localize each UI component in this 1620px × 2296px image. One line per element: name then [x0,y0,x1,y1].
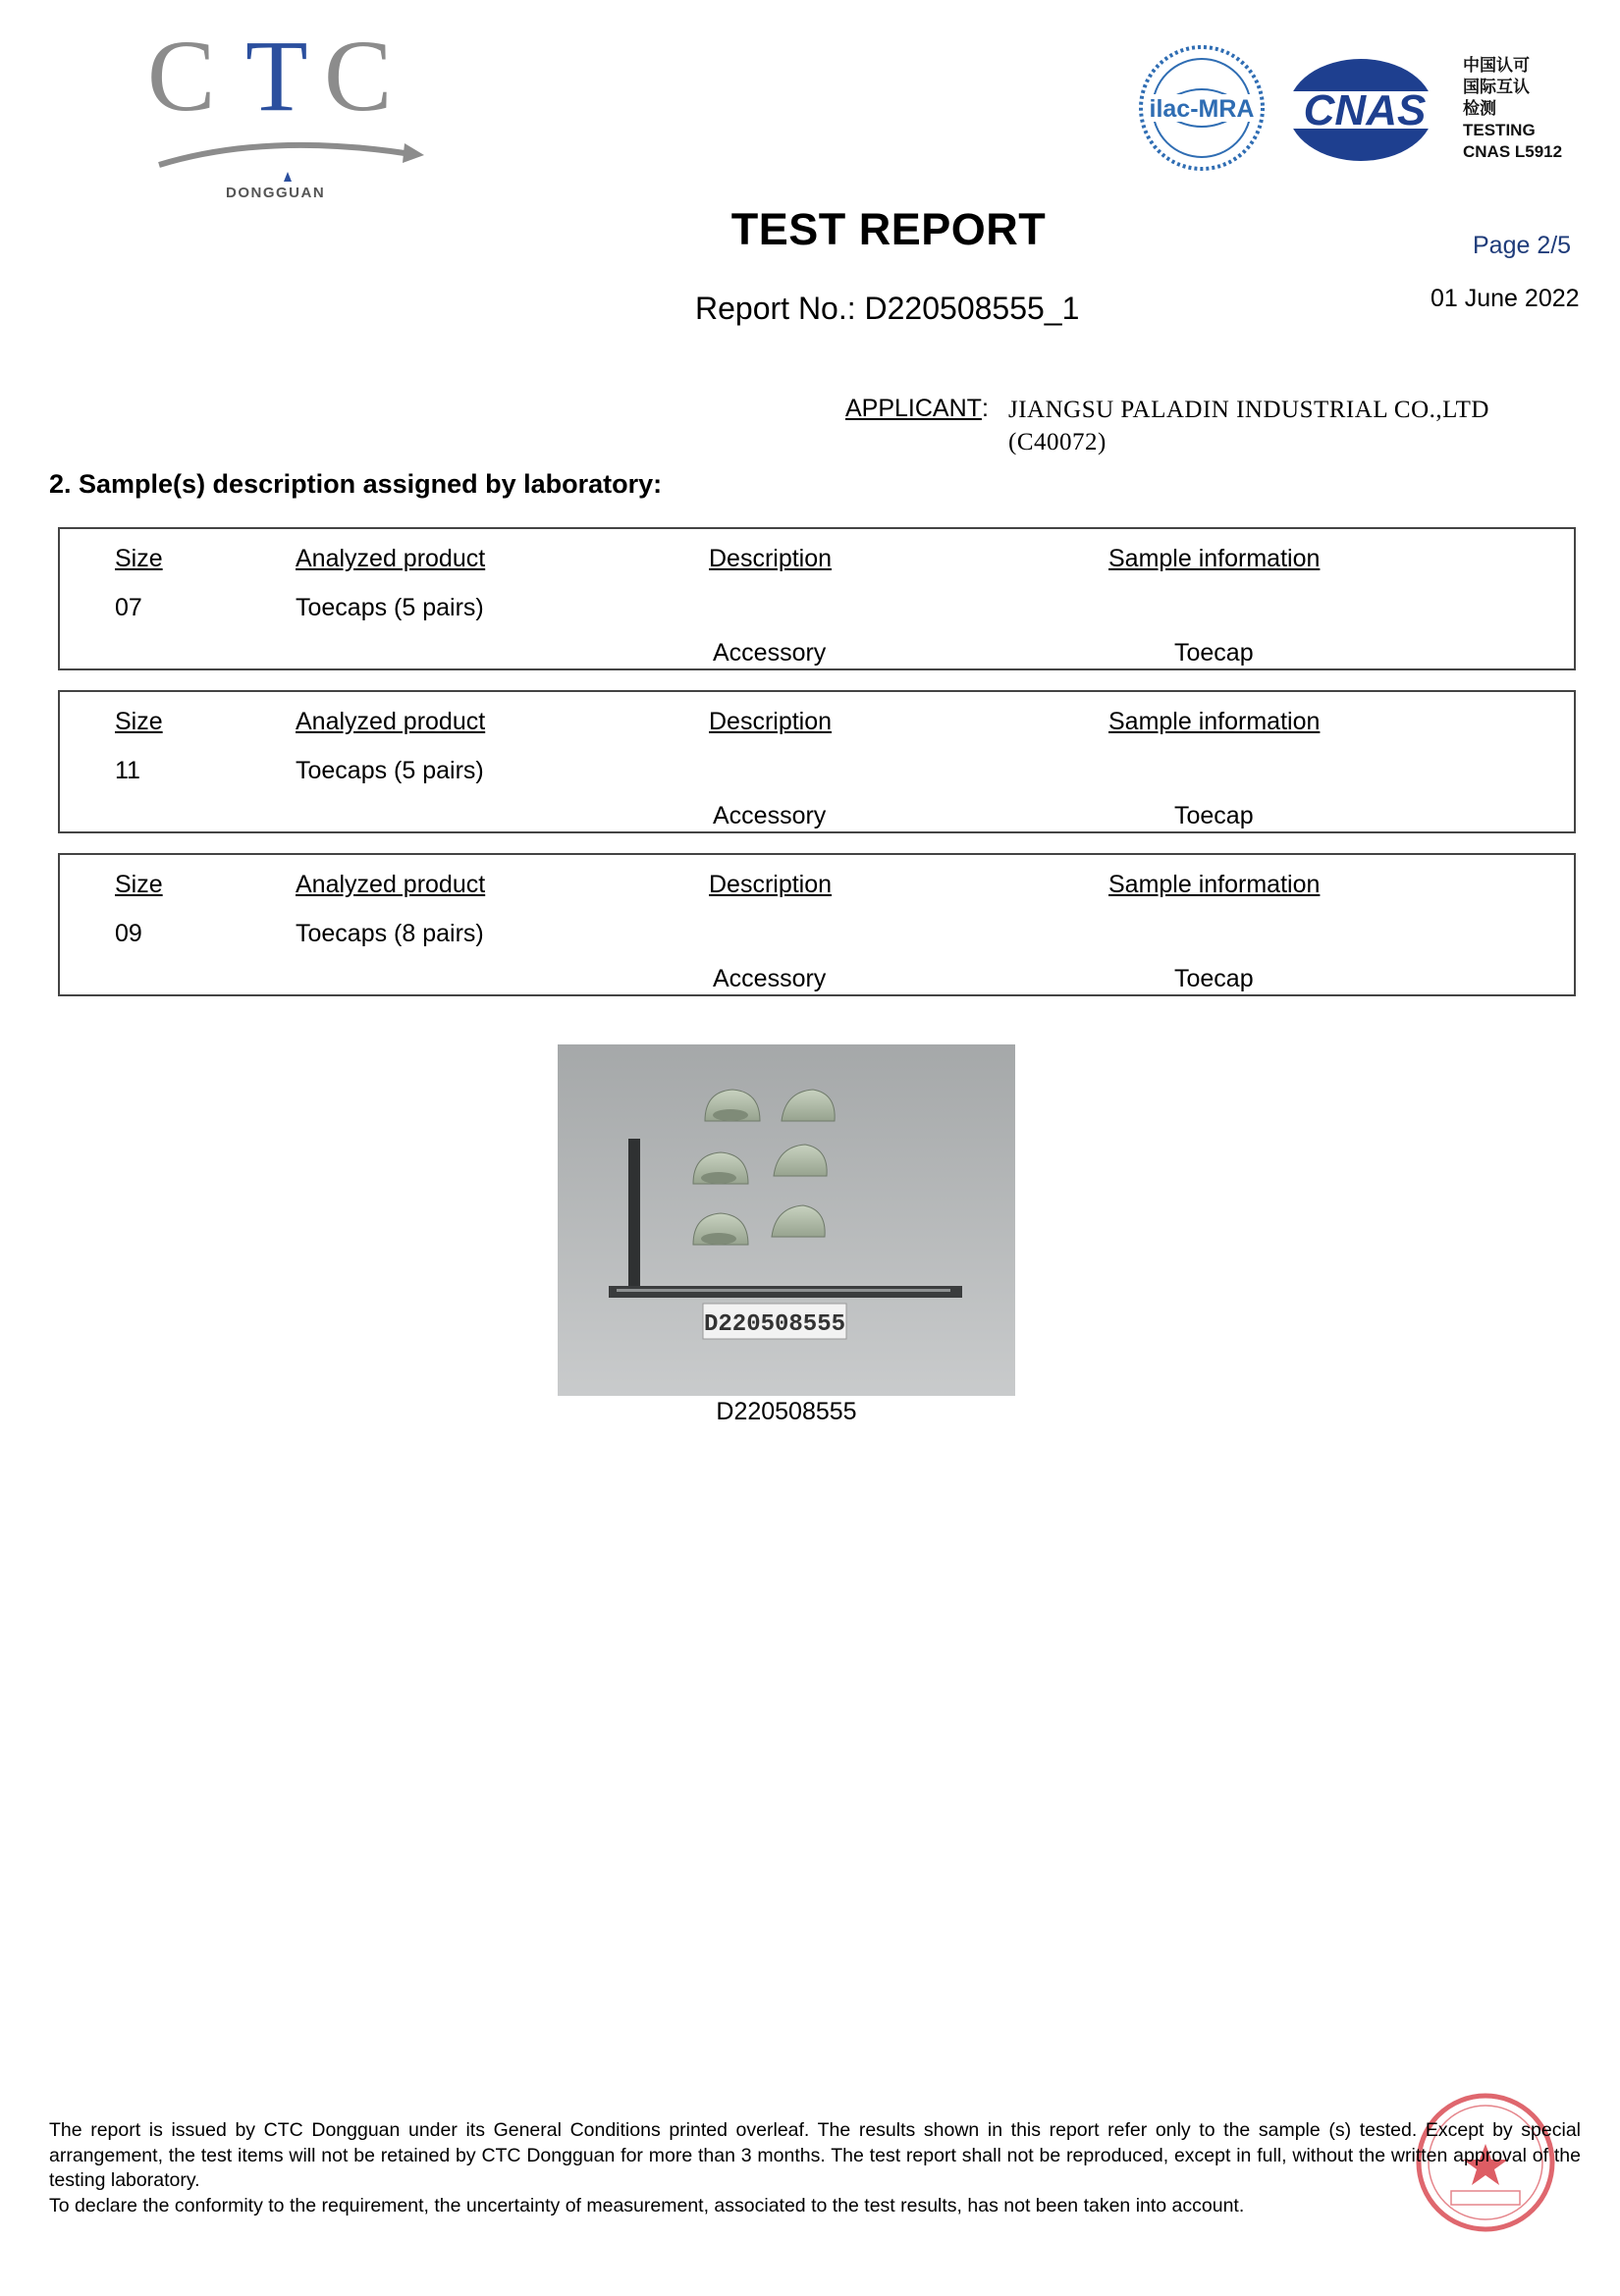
accreditation-line: 中国认可 [1463,56,1530,75]
description-header: Description [709,545,833,572]
sample-box [58,853,1576,996]
accreditation-line: 国际互认 [1463,78,1530,96]
accreditation-line: 检测 [1463,99,1496,118]
size-header: Size [115,708,163,735]
svg-text:D220508555: D220508555 [703,1311,846,1338]
svg-text:C: C [147,29,230,133]
sample-size: 09 [115,920,142,947]
sample-description: Accessory [713,965,827,992]
ilac-mra-logo [1137,43,1267,173]
product-header: Analyzed product [296,708,486,735]
applicant-value [1008,394,1489,458]
sample-box [58,527,1576,670]
sample-product: Toecaps (5 pairs) [296,594,484,621]
page-number: Page 2/5 [1473,232,1572,259]
applicant-label: APPLICANT [845,395,982,422]
sample-info: Toecap [1174,639,1254,667]
sample-info-header: Sample information [1108,708,1321,735]
accreditation-text [1463,55,1562,163]
sample-description: Accessory [713,639,827,667]
sample-info-header: Sample information [1108,545,1321,572]
description-header: Description [709,708,833,735]
ctc-dongguan-logo [147,29,432,206]
accreditation-line: TESTING [1463,121,1536,139]
description-header: Description [709,871,833,898]
applicant-name: JIANGSU PALADIN INDUSTRIAL CO.,LTD [1008,397,1489,423]
svg-text:T: T [245,29,308,133]
applicant-code: (C40072) [1008,429,1107,455]
size-header: Size [115,545,163,572]
size-header: Size [115,871,163,898]
sample-product: Toecaps (8 pairs) [296,920,484,947]
cnas-logo [1286,54,1443,167]
product-header: Analyzed product [296,545,486,572]
svg-text:ilac-MRA: ilac-MRA [1149,95,1255,123]
report-date: 01 June 2022 [1431,285,1580,312]
sample-description: Accessory [713,802,827,829]
footer-uncertainty: To declare the conformity to the requirement, the uncertainty of measurement, associated to the test results, has not been taken into account. [49,2194,1245,2216]
report-number: Report No.: D220508555_1 [695,291,1080,326]
sample-info-header: Sample information [1108,871,1321,898]
sample-size: 11 [115,757,140,784]
photo-caption: D220508555 [716,1398,857,1425]
sample-photo [558,1044,1015,1396]
sample-size: 07 [115,594,142,621]
footer-disclaimer [49,2118,1581,2218]
sample-info: Toecap [1174,965,1254,992]
svg-text:CNAS: CNAS [1303,86,1427,134]
report-title: TEST REPORT [730,204,1047,254]
sample-product: Toecaps (5 pairs) [296,757,484,784]
product-header: Analyzed product [296,871,486,898]
accreditation-line: CNAS L5912 [1463,142,1563,161]
sample-info: Toecap [1174,802,1254,829]
applicant-colon: : [982,395,989,422]
ctc-location-text: DONGGUAN [226,185,326,201]
ctc-logo-graphic [147,29,432,206]
svg-text:C: C [324,29,393,133]
sample-box [58,690,1576,833]
section-heading: 2. Sample(s) description assigned by laboratory: [49,469,663,499]
footer-conditions: The report is issued by CTC Dongguan under its General Conditions printed overleaf. The results shown in this report refer only to the sample (s) tested. Except by special arrangement, the test items will not be retained by CTC Dongguan for more than 3 months. The test report shall not be reproduced, except in full, without the written approval of the testing laboratory. [49,2119,1581,2191]
